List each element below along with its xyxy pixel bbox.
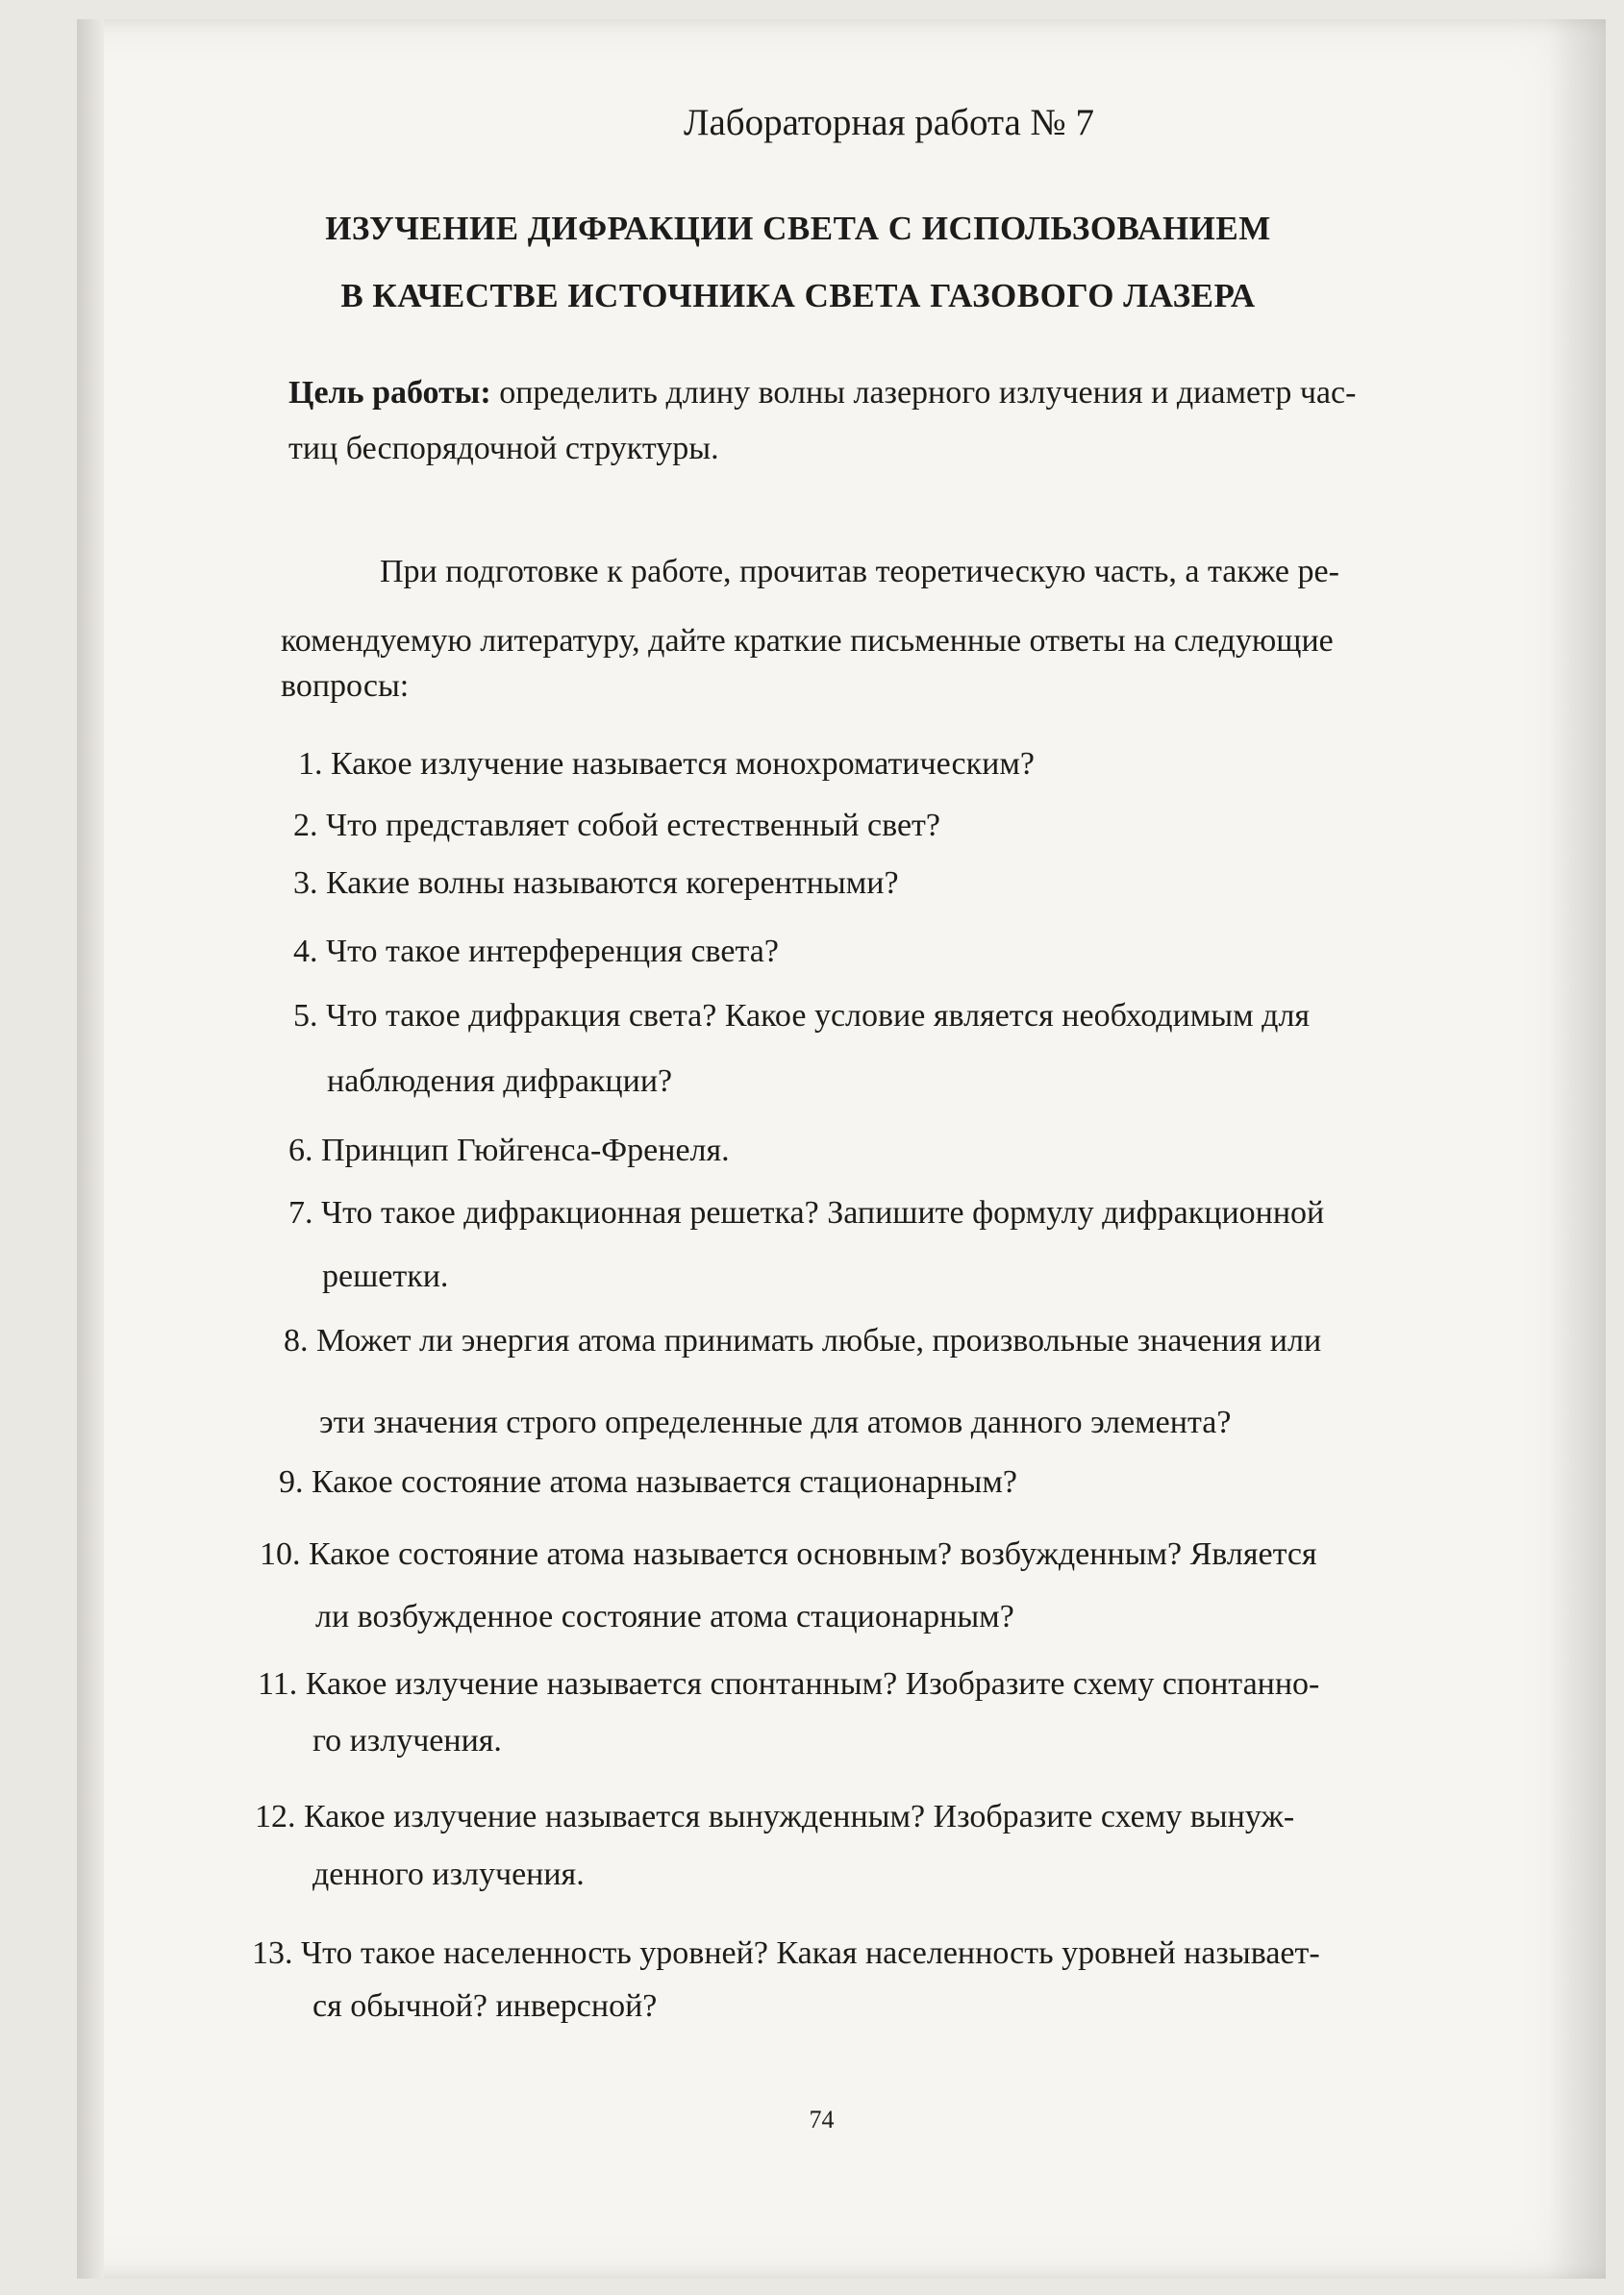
question-text: Какие волны называются когерентными? (326, 865, 899, 901)
question-1 (298, 748, 1035, 781)
page-edge-shadow (1548, 19, 1606, 2279)
question-text: Что представляет собой естественный свет? (326, 808, 940, 843)
question-number: 9. (279, 1464, 304, 1500)
goal-line-2: тиц беспорядочной структуры. (288, 431, 719, 466)
question-number: 2. (293, 808, 318, 843)
question-text: Какое состояние атома называется стационарным? (312, 1464, 1018, 1500)
title-line-1: ИЗУЧЕНИЕ ДИФРАКЦИИ СВЕТА С ИСПОЛЬЗОВАНИЕМ (325, 210, 1271, 247)
question-4 (293, 935, 779, 968)
goal-text-1: определить длину волны лазерного излучения и диаметр час- (499, 375, 1357, 411)
question-2 (293, 810, 940, 842)
question-text: Какое излучение называется спонтанным? Изобразите схему спонтанно- (305, 1666, 1320, 1702)
title-line-2: В КАЧЕСТВЕ ИСТОЧНИКА СВЕТА ГАЗОВОГО ЛАЗЕРА (340, 277, 1256, 314)
question-9 (279, 1466, 1017, 1499)
question-text: Принцип Гюйгенса-Френеля. (321, 1133, 730, 1168)
question-number: 12. (255, 1799, 296, 1834)
question-text: Какое излучение называется вынужденным? Изобразите схему вынуж- (304, 1799, 1295, 1834)
lab-work-header: Лабораторная работа № 7 (684, 102, 1094, 143)
question-8-cont: эти значения строго определенные для атомов данного элемента? (319, 1405, 1232, 1440)
question-7-cont: решетки. (322, 1259, 449, 1294)
goal-line-1 (288, 377, 1356, 410)
page-number: 74 (809, 2106, 835, 2133)
question-12 (255, 1801, 1294, 1834)
question-number: 5. (293, 998, 318, 1034)
question-number: 4. (293, 934, 318, 969)
question-8 (284, 1325, 1321, 1358)
question-11-cont: го излучения. (312, 1723, 502, 1759)
intro-line-2: комендуемую литературу, дайте краткие письменные ответы на следующие (281, 623, 1334, 659)
book-spine-shadow (77, 19, 104, 2279)
question-13 (252, 1937, 1320, 1970)
question-text: Что такое дифракционная решетка? Запишите формулу дифракционной (321, 1195, 1325, 1231)
question-10-cont: ли возбужденное состояние атома стационарным? (315, 1599, 1014, 1634)
question-number: 7. (288, 1195, 313, 1231)
question-text: Какое излучение называется монохроматическим? (331, 746, 1035, 782)
intro-line-3: вопросы: (281, 668, 410, 704)
question-text: Может ли энергия атома принимать любые, произвольные значения или (316, 1323, 1322, 1359)
question-number: 13. (252, 1935, 293, 1971)
goal-label: Цель работы: (288, 375, 491, 411)
question-text: Какое состояние атома называется основным? возбужденным? Является (309, 1536, 1317, 1572)
question-number: 8. (284, 1323, 309, 1359)
question-5 (293, 1000, 1310, 1033)
question-13-cont: ся обычной? инверсной? (312, 1988, 658, 2024)
question-number: 6. (288, 1133, 313, 1168)
question-number: 3. (293, 865, 318, 901)
question-12-cont: денного излучения. (312, 1857, 585, 1892)
question-number: 1. (298, 746, 323, 782)
question-text: Что такое населенность уровней? Какая населенность уровней называет- (301, 1935, 1320, 1971)
intro-line-1: При подготовке к работе, прочитав теоретическую часть, а также ре- (380, 554, 1339, 589)
question-7 (288, 1197, 1324, 1230)
question-number: 11. (258, 1666, 298, 1702)
question-text: Что такое дифракция света? Какое условие является необходимым для (326, 998, 1311, 1034)
question-number: 10. (260, 1536, 301, 1572)
question-11 (258, 1668, 1319, 1701)
question-10 (260, 1538, 1317, 1571)
question-5-cont: наблюдения дифракции? (327, 1063, 673, 1099)
question-6 (288, 1135, 730, 1167)
question-text: Что такое интерференция света? (326, 934, 779, 969)
question-3 (293, 867, 899, 900)
